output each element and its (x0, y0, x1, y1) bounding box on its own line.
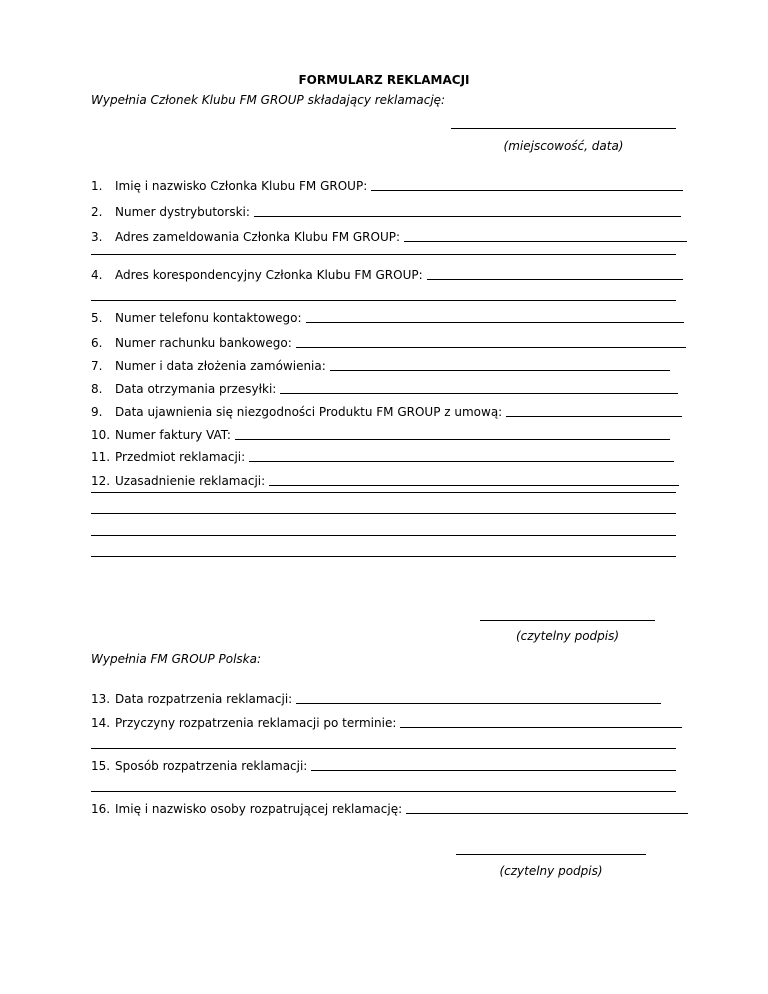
complaint-justification-field[interactable] (269, 485, 679, 486)
item-number: 16. (91, 802, 111, 816)
item-number: 13. (91, 692, 111, 706)
form-item-7 (91, 357, 670, 373)
item-label: Numer i data złożenia zamówienia: (115, 359, 326, 373)
item-label: Uzasadnienie reklamacji: (115, 474, 266, 488)
form-title: FORMULARZ REKLAMACJI (298, 73, 470, 87)
company-section-intro: Wypełnia FM GROUP Polska: (91, 652, 262, 666)
order-number-date-field[interactable] (330, 370, 670, 371)
item-number: 4. (91, 268, 103, 282)
member-signature-caption: (czytelny podpis) (515, 629, 620, 643)
item-label: Przyczyny rozpatrzenia reklamacji po terminie: (115, 716, 397, 730)
item-label: Numer rachunku bankowego: (115, 336, 292, 350)
item-number: 12. (91, 474, 111, 488)
member-section-intro: Wypełnia Członek Klubu FM GROUP składający reklamację: (91, 93, 446, 107)
form-item-14 (91, 714, 682, 730)
item-label: Adres korespondencyjny Członka Klubu FM GROUP: (115, 268, 423, 282)
item-number: 1. (91, 179, 103, 193)
review-method-continuation-field[interactable] (91, 791, 676, 792)
item-number: 9. (91, 405, 103, 419)
item-number: 2. (91, 205, 103, 219)
justification-continuation-field-3[interactable] (91, 535, 676, 536)
form-item-5 (91, 309, 684, 325)
review-date-field[interactable] (296, 703, 661, 704)
item-number: 11. (91, 450, 111, 464)
bank-account-field[interactable] (296, 347, 686, 348)
form-item-11 (91, 448, 674, 464)
item-number: 15. (91, 759, 111, 773)
member-signature-field[interactable] (480, 620, 655, 621)
item-number: 8. (91, 382, 103, 396)
delivery-date-field[interactable] (280, 393, 678, 394)
form-item-4 (91, 266, 683, 282)
form-item-15 (91, 757, 676, 773)
item-label: Data otrzymania przesyłki: (115, 382, 277, 396)
company-signature-caption: (czytelny podpis) (499, 864, 603, 878)
registered-address-continuation-field[interactable] (91, 254, 676, 255)
form-item-9 (91, 403, 682, 419)
item-number: 6. (91, 336, 103, 350)
item-label: Numer faktury VAT: (115, 428, 231, 442)
form-item-10 (91, 426, 670, 442)
form-item-2 (91, 203, 681, 219)
item-label: Sposób rozpatrzenia reklamacji: (115, 759, 308, 773)
late-review-reasons-continuation-field[interactable] (91, 748, 676, 749)
correspondence-address-field[interactable] (427, 279, 683, 280)
form-item-12 (91, 472, 679, 488)
item-label: Data ujawnienia się niezgodności Produktu FM GROUP z umową: (115, 405, 503, 419)
nonconformity-date-field[interactable] (506, 416, 682, 417)
registered-address-field[interactable] (404, 241, 687, 242)
member-name-field[interactable] (371, 190, 683, 191)
correspondence-address-continuation-field[interactable] (91, 300, 676, 301)
item-label: Numer telefonu kontaktowego: (115, 311, 302, 325)
item-label: Data rozpatrzenia reklamacji: (115, 692, 293, 706)
form-item-3 (91, 228, 687, 244)
item-label: Imię i nazwisko Członka Klubu FM GROUP: (115, 179, 368, 193)
complaint-subject-field[interactable] (249, 461, 674, 462)
late-review-reasons-field[interactable] (400, 727, 682, 728)
phone-number-field[interactable] (306, 322, 684, 323)
justification-continuation-field-1[interactable] (91, 492, 676, 493)
justification-continuation-field-4[interactable] (91, 556, 676, 557)
justification-continuation-field-2[interactable] (91, 513, 676, 514)
item-number: 7. (91, 359, 103, 373)
form-item-16 (91, 800, 688, 816)
form-item-13 (91, 690, 661, 706)
item-label: Przedmiot reklamacji: (115, 450, 246, 464)
vat-invoice-number-field[interactable] (235, 439, 670, 440)
item-number: 3. (91, 230, 103, 244)
form-item-6 (91, 334, 686, 350)
item-label: Imię i nazwisko osoby rozpatrującej reklamację: (115, 802, 403, 816)
place-date-field[interactable] (451, 128, 676, 129)
item-number: 10. (91, 428, 111, 442)
item-number: 5. (91, 311, 103, 325)
reviewer-name-field[interactable] (406, 813, 688, 814)
item-label: Adres zameldowania Członka Klubu FM GROUP: (115, 230, 401, 244)
company-signature-field[interactable] (456, 854, 646, 855)
distributor-number-field[interactable] (254, 216, 681, 217)
form-item-8 (91, 380, 678, 396)
item-label: Numer dystrybutorski: (115, 205, 250, 219)
item-number: 14. (91, 716, 111, 730)
review-method-field[interactable] (311, 770, 676, 771)
form-item-1 (91, 177, 683, 193)
place-date-caption: (miejscowość, data) (503, 139, 624, 153)
